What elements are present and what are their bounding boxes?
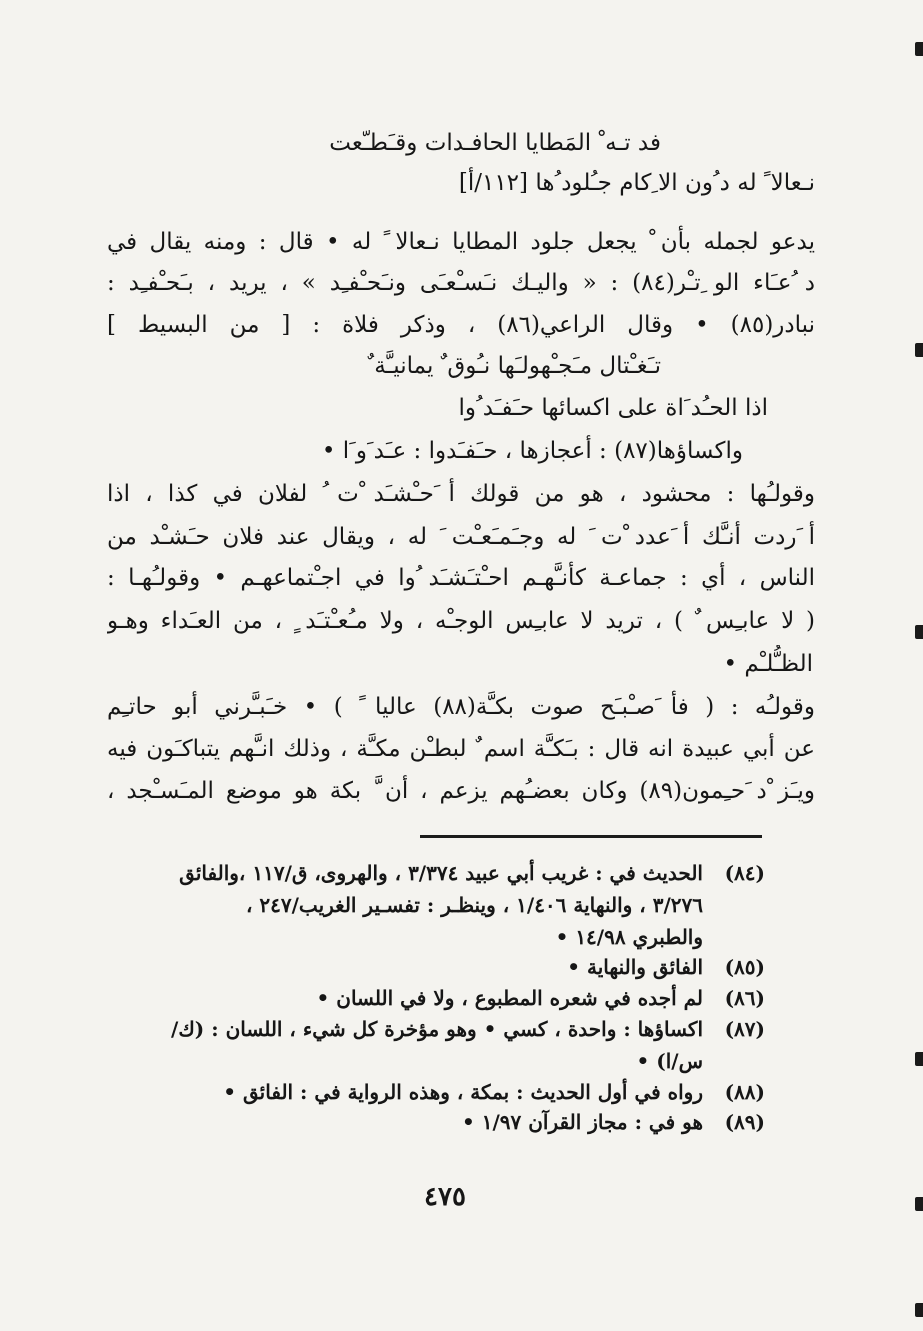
edge-mark bbox=[915, 1052, 923, 1066]
footnote-continuation: ٣/٢٧٦ ، والنهاية ١/٤٠٦ ، وينظـر : تفسـير الغريب/٢٤٧ ، bbox=[245, 893, 703, 917]
footnote bbox=[115, 858, 765, 889]
footnote-text: هو في : مجاز القرآن ١/٩٧ • bbox=[461, 1110, 703, 1134]
body-line: نبادر(٨٥) • وقال الراعي(٨٦) ، وذكر فلاة : [ من البسيط ] bbox=[107, 312, 815, 338]
body-line: ويـَز ْد َحـِمون(٨٩) وكان بعضـُهم يزعم ، أن َّ بكة هو موضع المـَسـْجد ، bbox=[107, 778, 815, 804]
body-line: يدعو لجمله بأن ْ يجعل جلود المطايا نـعالا ً له • قال : ومنه يقال في bbox=[107, 229, 815, 255]
footnote-number: (٨٩) bbox=[724, 1110, 765, 1134]
verse-line: نـعالا ً له د ُون الا ِكام جـُلود ُها [١١٢/أ] bbox=[458, 170, 815, 196]
footnote-continuation: والطبري ١٤/٩٨ • bbox=[555, 925, 703, 949]
footnote-text: اكساؤها : واحدة ، كسي • وهو مؤخرة كل شيء ، اللسان : (ك/ bbox=[171, 1017, 703, 1041]
verse-line: اذا الحـُد َاة على اكسائها حـَفـَد ُوا bbox=[458, 395, 768, 421]
edge-mark bbox=[915, 42, 923, 56]
body-line: أ َردت أنـَّك أ َعدد ْت َ له وجـَمـَعـْت َ له ، ويقال عند فلان حـَشـْد من bbox=[107, 524, 815, 550]
footnote-number: (٨٨) bbox=[724, 1080, 765, 1104]
edge-mark bbox=[915, 343, 923, 357]
footnote bbox=[115, 983, 765, 1014]
footnote bbox=[115, 952, 765, 983]
footnote bbox=[115, 1107, 765, 1138]
footnote bbox=[115, 1077, 765, 1108]
footnote-text: رواه في أول الحديث : بمكة ، وهذه الرواية في : الفائق • bbox=[223, 1080, 703, 1104]
footnote-text: الفائق والنهاية • bbox=[567, 955, 703, 979]
footnote-text: الحديث في : غريب أبي عبيد ٣/٣٧٤ ، والهروى، ق/١١٧ ،والفائق bbox=[179, 861, 703, 885]
body-line: د ُعـَاء الو ِتـْر(٨٤) : « واليـك نـَسـْعـَى ونـَحـْفـِد » ، يريد ، بـَحـْفـِد : bbox=[107, 270, 815, 296]
body-line: ( لا عابـِس ٌ ) ، تريد لا عابـِس الوجـْه ، ولا مـُعـْتـَد ٍ ، من العـَداء وهـو bbox=[107, 608, 815, 634]
footnote bbox=[115, 1014, 765, 1045]
edge-mark bbox=[915, 1303, 923, 1317]
footnote-number: (٨٤) bbox=[724, 861, 765, 885]
edge-mark bbox=[915, 1197, 923, 1211]
footnote-number: (٨٥) bbox=[724, 955, 765, 979]
footnote-separator bbox=[420, 835, 762, 838]
verse-line: فد تـه ْ المَطايا الحافـدات وقـَطـّعت bbox=[329, 130, 661, 156]
body-line: الناس ، أي : جماعـة كأنـَّهـم احـْتـَشـَد ُوا في اجـْتماعهـم • وقولـُهـا : bbox=[107, 565, 815, 591]
footnote-number: (٨٦) bbox=[724, 986, 765, 1010]
footnote-number: (٨٧) bbox=[724, 1017, 765, 1041]
verse-line: تـَغـْتال مـَجـْهولـَها نـُوق ٌ يمانيـَّة ٌ bbox=[367, 353, 661, 379]
body-line: الظـُّلـْم • bbox=[723, 651, 813, 677]
body-line: عن أبي عبيدة انه قال : بـَكـَّة اسم ٌ لبطـْن مكـَّة ، وذلك انـَّهم يتباكـَون فيه bbox=[107, 736, 815, 762]
body-line: وقولـُها : محشود ، هو من قولك أ َحـْشـَد ْت ُ لفلان في كذا ، اذا bbox=[107, 481, 815, 507]
body-line: واكساؤها(٨٧) : أعجازها ، حـَفـَدوا : عـَد َو َا • bbox=[321, 438, 743, 464]
footnote-continuation: س/ا) • bbox=[636, 1049, 703, 1073]
footnote-text: لم أجده في شعره المطبوع ، ولا في اللسان • bbox=[316, 986, 703, 1010]
page-number: ٤٧٥ bbox=[424, 1182, 466, 1212]
body-line: وقولـُه : ( فأ َصـْبـَح صوت بكـَّة(٨٨) عاليا ً ) • خـَبـَّرني أبو حاتـِم bbox=[107, 694, 815, 720]
edge-mark bbox=[915, 625, 923, 639]
